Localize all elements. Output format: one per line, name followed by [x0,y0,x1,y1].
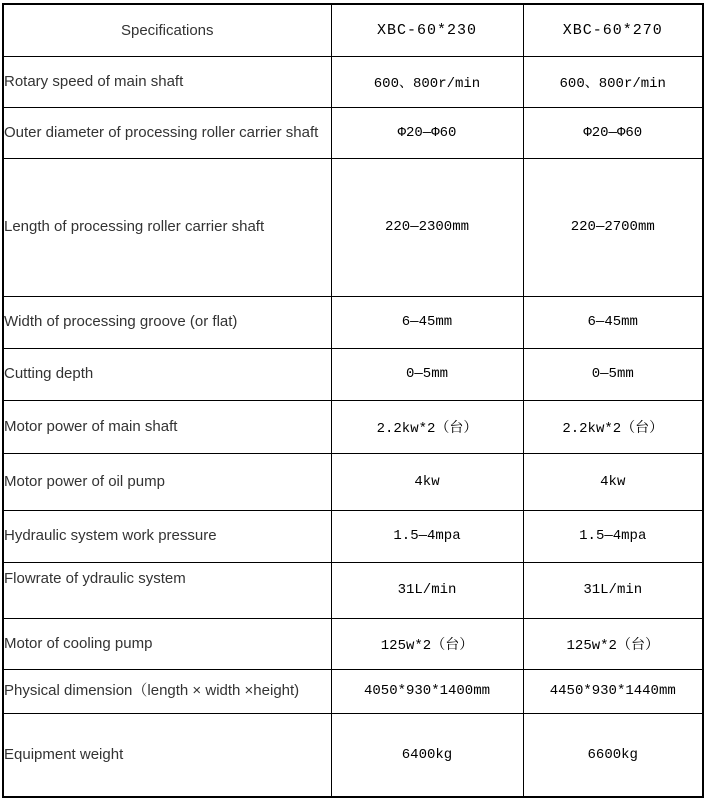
spec-label-cell: Cutting depth [3,348,331,400]
spec-value-cell: 4050*930*1400mm [331,669,523,713]
spec-value-cell: 31L/min [331,562,523,618]
specs-table-container [2,3,704,798]
spec-value-cell: 0—5mm [331,348,523,400]
table-row [3,400,703,453]
spec-value-cell: 600、800r/min [331,56,523,107]
spec-label-cell: Hydraulic system work pressure [3,510,331,562]
specs-table [2,3,704,798]
table-row [3,562,703,618]
table-row [3,713,703,797]
spec-value-cell: 0—5mm [523,348,703,400]
table-row [3,669,703,713]
spec-value-cell: 2.2kw*2（台） [523,400,703,453]
spec-value-cell: Φ20—Φ60 [331,107,523,158]
table-row [3,453,703,510]
spec-value-cell: 6400kg [331,713,523,797]
spec-value-cell: 6600kg [523,713,703,797]
header-cell-specifications: Specifications [3,4,331,56]
spec-value-cell: 125w*2（台） [331,618,523,669]
spec-value-cell: 4450*930*1440mm [523,669,703,713]
spec-value-cell: 600、800r/min [523,56,703,107]
spec-label-cell: Motor power of main shaft [3,400,331,453]
table-row [3,107,703,158]
spec-label-cell: Motor of cooling pump [3,618,331,669]
spec-label-cell: Flowrate of ydraulic system [3,562,331,618]
spec-label-cell: Width of processing groove (or flat) [3,296,331,348]
header-cell-model-1: XBC-60*230 [331,4,523,56]
spec-value-cell: 4kw [331,453,523,510]
table-row [3,56,703,107]
spec-label-cell: Physical dimension（length × width ×height) [3,669,331,713]
spec-label-cell: Length of processing roller carrier shaft [3,158,331,296]
spec-value-cell: 220—2700mm [523,158,703,296]
spec-value-cell: 31L/min [523,562,703,618]
spec-label-cell: Rotary speed of main shaft [3,56,331,107]
spec-label-cell: Equipment weight [3,713,331,797]
spec-value-cell: 2.2kw*2（台） [331,400,523,453]
table-row [3,296,703,348]
table-row [3,158,703,296]
spec-value-cell: 6—45mm [523,296,703,348]
header-cell-model-2: XBC-60*270 [523,4,703,56]
spec-label-cell: Outer diameter of processing roller carrier shaft [3,107,331,158]
spec-value-cell: 1.5—4mpa [523,510,703,562]
spec-value-cell: 6—45mm [331,296,523,348]
spec-label-cell: Motor power of oil pump [3,453,331,510]
spec-value-cell: 1.5—4mpa [331,510,523,562]
table-row [3,618,703,669]
header-row [3,4,703,56]
table-row [3,510,703,562]
spec-value-cell: 125w*2（台） [523,618,703,669]
spec-value-cell: Φ20—Φ60 [523,107,703,158]
spec-value-cell: 4kw [523,453,703,510]
spec-value-cell: 220—2300mm [331,158,523,296]
table-row [3,348,703,400]
